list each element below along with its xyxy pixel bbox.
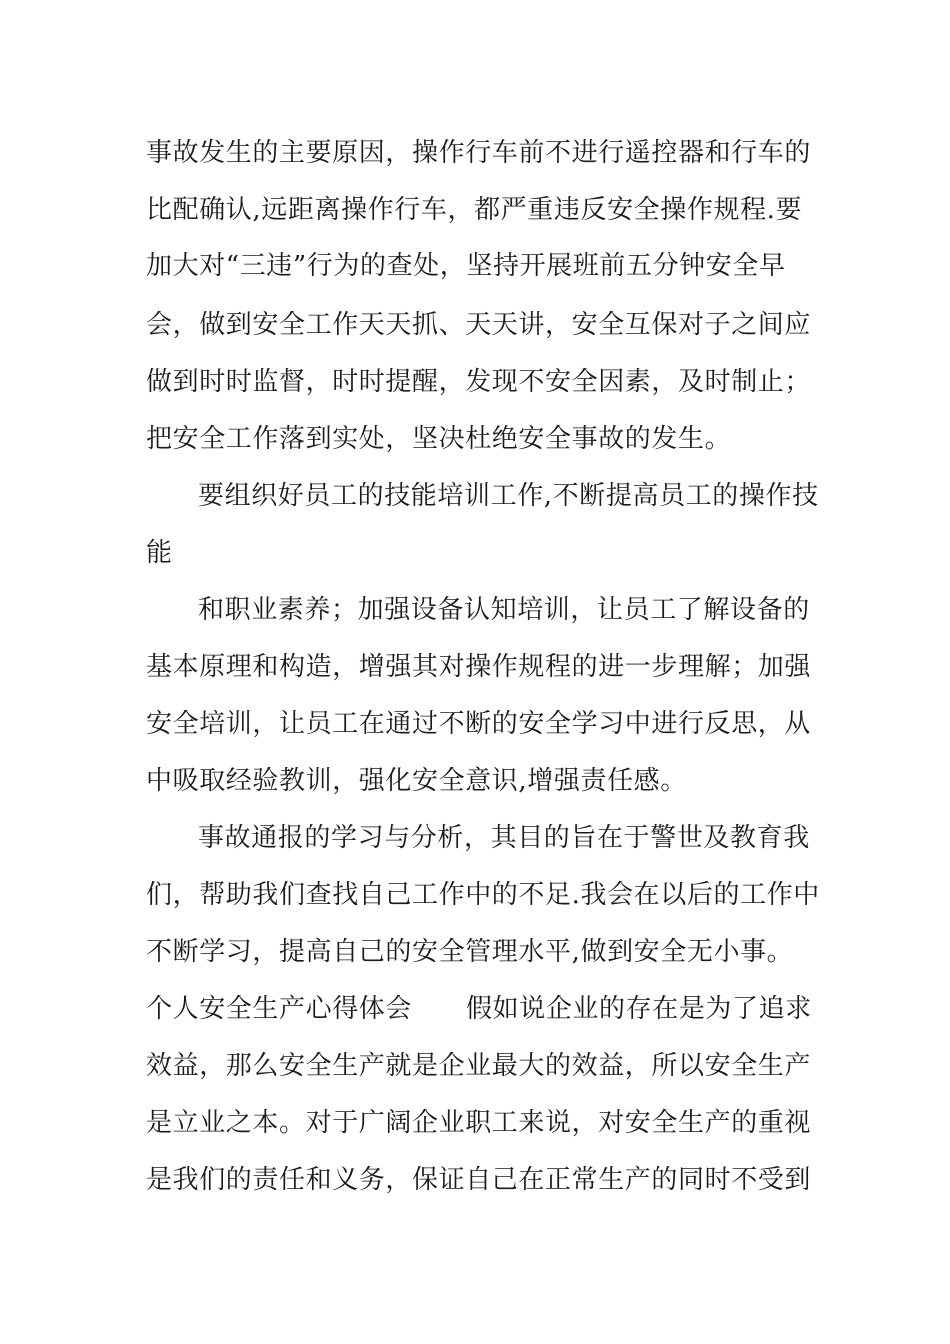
paragraph-line: 效益，那么安全生产就是企业最大的效益，所以安全生产: [146, 1051, 812, 1081]
paragraph-line: 事故发生的主要原因，操作行车前不进行遥控器和行车的: [146, 138, 812, 168]
paragraph-line: 做到时时监督，时时提醒，发现不安全因素，及时制止；: [146, 367, 812, 397]
paragraph-line: 们，帮助我们查找自己工作中的不足.我会在以后的工作中: [146, 880, 820, 910]
paragraph-line: 中吸取经验教训，强化安全意识,增强责任感。: [146, 766, 687, 796]
paragraph-line: 和职业素养；加强设备认知培训，让员工了解设备的: [198, 595, 810, 625]
paragraph-line: 把安全工作落到实处，坚决杜绝安全事故的发生。: [146, 424, 732, 454]
paragraph-line: 比配确认,远距离操作行车，都严重违反安全操作规程.要: [146, 195, 803, 225]
paragraph-line: 事故通报的学习与分析，其目的旨在于警世及教育我: [198, 823, 810, 853]
paragraph-line: 安全培训，让员工在通过不断的安全学习中进行反思，从: [146, 709, 812, 739]
section-heading-line: [146, 989, 812, 1029]
paragraph-line: 是我们的责任和义务，保证自己在正常生产的同时不受到: [146, 1165, 812, 1195]
paragraph-line: 基本原理和构造，增强其对操作规程的进一步理解；加强: [146, 652, 812, 682]
section-title: 个人安全生产心得体会: [146, 994, 413, 1024]
paragraph-line: 会，做到安全工作天天抓、天天讲，安全互保对子之间应: [146, 310, 812, 340]
paragraph-line: 要组织好员工的技能培训工作,不断提高员工的操作技: [198, 481, 819, 511]
paragraph-line: 加大对“三违”行为的查处，坚持开展班前五分钟安全早: [146, 251, 786, 281]
paragraph-line: 能: [146, 538, 173, 568]
paragraph-line: 是立业之本。对于广阔企业职工来说，对安全生产的重视: [146, 1108, 812, 1138]
section-first-line: 假如说企业的存在是为了追求: [466, 994, 812, 1024]
paragraph-line: 不断学习，提高自己的安全管理水平,做到安全无小事。: [146, 937, 794, 967]
